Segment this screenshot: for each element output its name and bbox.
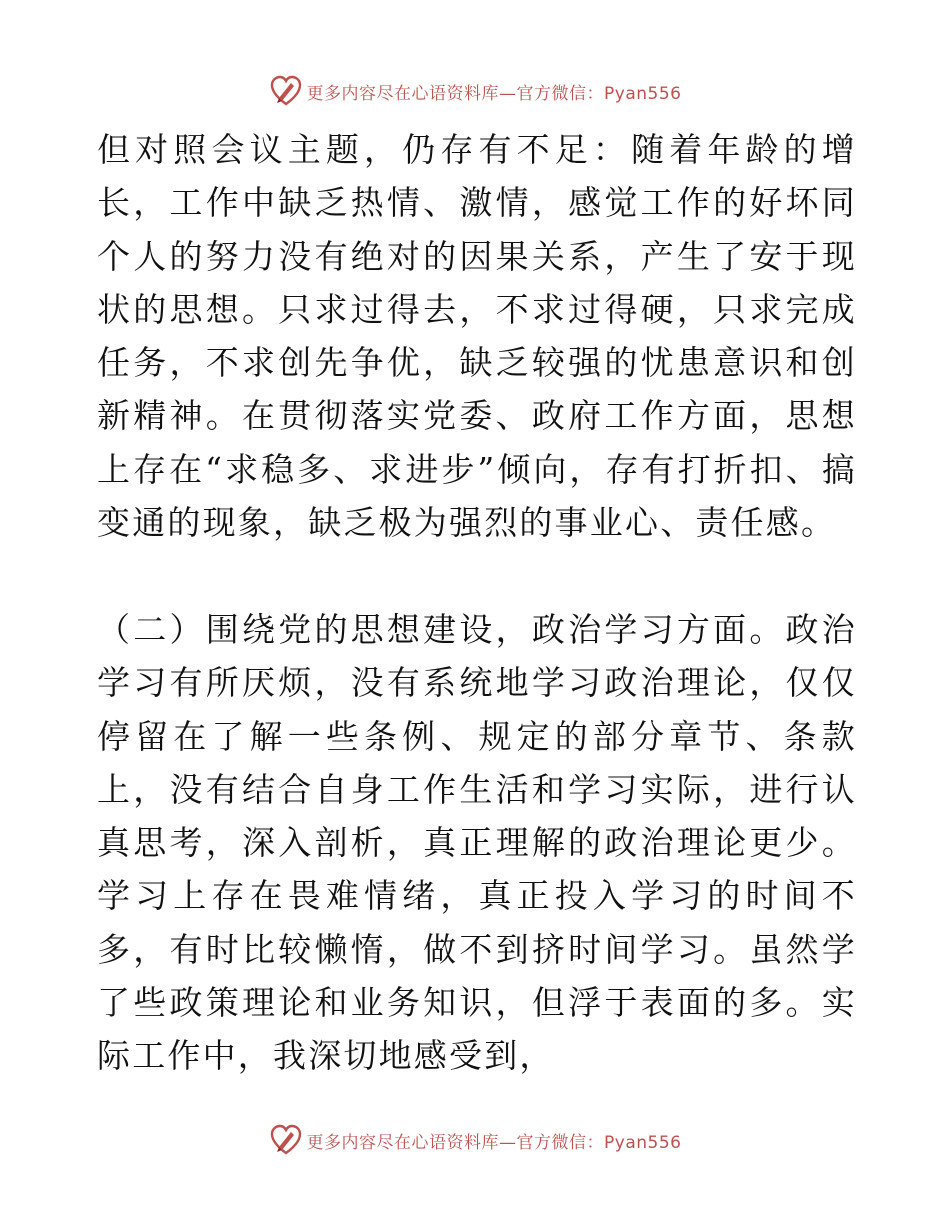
header-watermark xyxy=(0,73,950,109)
pen-heart-logo-icon xyxy=(269,74,303,108)
footer-watermark xyxy=(0,1122,950,1158)
pen-heart-logo-icon xyxy=(269,1123,303,1157)
watermark-text: 更多内容尽在心语资料库—官方微信：Pyan556 xyxy=(306,83,682,104)
watermark-text: 更多内容尽在心语资料库—官方微信：Pyan556 xyxy=(306,1132,682,1153)
body-paragraph-1: 但对照会议主题，仍存有不足：随着年龄的增长，工作中缺乏热情、激情，感觉工作的好坏同个人的努力没有绝对的因果关系，产生了安于现状的思想。只求过得去，不求过得硬，只求完成任务，不求创先争优，缺乏较强的忧患意识和创新精神。在贯彻落实党委、政府工作方面，思想上存在“求稳多、求进步”倾向，存有打折扣、搞变通的现象，缺乏极为强烈的事业心、责任感。 xyxy=(97,130,857,543)
body-paragraph-2: （二）围绕党的思想建设，政治学习方面。政治学习有所厌烦，没有系统地学习政治理论，仅仅停留在了解一些条例、规定的部分章节、条款上，没有结合自身工作生活和学习实际，进行认真思考，深入剖析，真正理解的政治理论更少。学习上存在畏难情绪，真正投入学习的时间不多，有时比较懒惰，做不到挤时间学习。虽然学了些政策理论和业务知识，但浮于表面的多。实际工作中，我深切地感受到， xyxy=(97,610,857,1076)
